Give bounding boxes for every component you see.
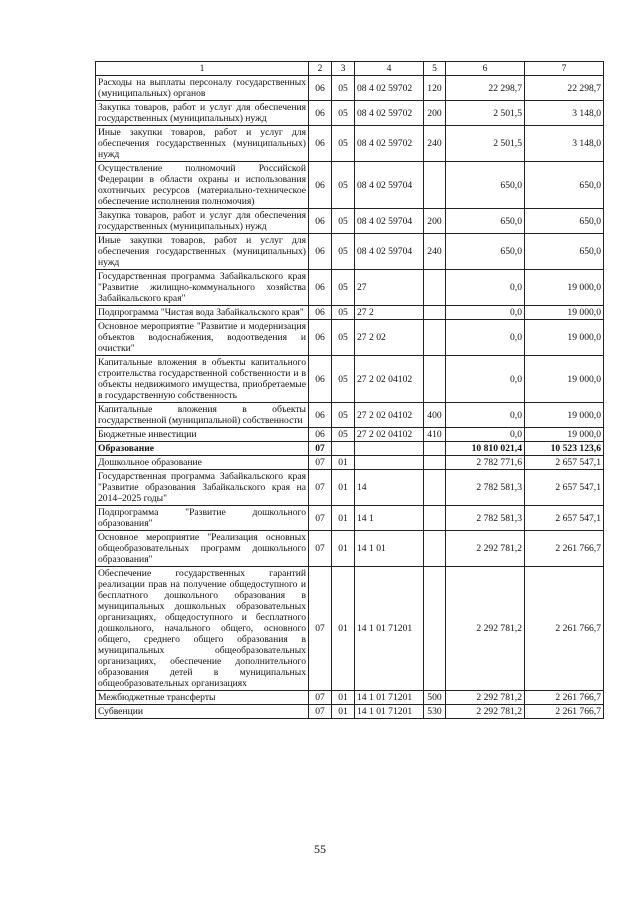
cell-target-article: 27 2 02 04102 <box>355 403 424 428</box>
cell-section: 06 <box>309 209 332 234</box>
cell-name: Основное мероприятие "Реализация основных общеобразовательных программ дошкольного образования" <box>96 531 309 567</box>
cell-name: Обеспечение государственных гарантий реализации прав на получение общедоступного и бесплатного дошкольного образования в муниципальных дошкольных образовательных организациях, общедоступного и бесплатного дошкольного, начального общего, основного общего, среднего общего образования в муниципальных общеобразовательных организациях, обеспечение дополнительного образования детей в муниципальных общеобразовательных организациях <box>96 567 309 691</box>
cell-sum-year2: 2 261 766,7 <box>525 705 604 719</box>
cell-subsection: 05 <box>332 162 355 209</box>
header-cell: 5 <box>424 62 446 76</box>
cell-sum-year1: 650,0 <box>446 209 525 234</box>
header-cell: 7 <box>525 62 604 76</box>
cell-section: 06 <box>309 428 332 442</box>
cell-subsection: 05 <box>332 101 355 126</box>
cell-expense-type: 400 <box>424 403 446 428</box>
header-cell: 6 <box>446 62 525 76</box>
cell-expense-type <box>424 306 446 320</box>
cell-sum-year2: 3 148,0 <box>525 126 604 162</box>
cell-sum-year2: 19 000,0 <box>525 320 604 356</box>
cell-sum-year2: 2 657 547,1 <box>525 470 604 506</box>
cell-expense-type: 500 <box>424 691 446 705</box>
cell-section: 06 <box>309 356 332 403</box>
cell-sum-year1: 650,0 <box>446 234 525 270</box>
cell-target-article: 08 4 02 59704 <box>355 234 424 270</box>
cell-sum-year1: 22 298,7 <box>446 76 525 101</box>
cell-expense-type: 240 <box>424 126 446 162</box>
cell-sum-year1: 2 292 781,2 <box>446 567 525 691</box>
cell-name: Расходы на выплаты персоналу государственных (муниципальных) органов <box>96 76 309 101</box>
cell-sum-year1: 0,0 <box>446 320 525 356</box>
cell-section: 06 <box>309 234 332 270</box>
cell-target-article: 27 2 02 <box>355 320 424 356</box>
cell-sum-year1: 2 292 781,2 <box>446 705 525 719</box>
cell-section: 06 <box>309 126 332 162</box>
cell-name: Осуществление полномочий Российской Федерации в области охраны и использования охотничьих ресурсов (материально-техническое обеспечение исполнения полномочия) <box>96 162 309 209</box>
cell-sum-year1: 650,0 <box>446 162 525 209</box>
cell-subsection: 01 <box>332 531 355 567</box>
cell-target-article: 08 4 02 59702 <box>355 76 424 101</box>
cell-subsection: 01 <box>332 705 355 719</box>
table-row <box>96 320 604 356</box>
cell-section: 06 <box>309 101 332 126</box>
cell-expense-type <box>424 506 446 531</box>
cell-expense-type <box>424 456 446 470</box>
cell-subsection: 01 <box>332 506 355 531</box>
cell-name: Капитальные вложения в объекты государственной (муниципальной) собственности <box>96 403 309 428</box>
cell-sum-year2: 2 261 766,7 <box>525 691 604 705</box>
cell-target-article: 14 1 <box>355 506 424 531</box>
cell-subsection: 05 <box>332 356 355 403</box>
table-header-row <box>96 62 604 76</box>
cell-sum-year2: 650,0 <box>525 209 604 234</box>
cell-expense-type: 200 <box>424 209 446 234</box>
cell-section: 07 <box>309 691 332 705</box>
cell-target-article: 08 4 02 59702 <box>355 126 424 162</box>
cell-subsection: 05 <box>332 76 355 101</box>
cell-subsection: 01 <box>332 456 355 470</box>
cell-sum-year1: 2 292 781,2 <box>446 531 525 567</box>
header-cell: 3 <box>332 62 355 76</box>
cell-target-article: 14 <box>355 470 424 506</box>
cell-target-article: 27 <box>355 270 424 306</box>
cell-sum-year2: 19 000,0 <box>525 270 604 306</box>
cell-section: 06 <box>309 403 332 428</box>
cell-expense-type <box>424 270 446 306</box>
cell-section: 06 <box>309 306 332 320</box>
cell-subsection: 05 <box>332 234 355 270</box>
cell-target-article <box>355 442 424 456</box>
cell-subsection: 05 <box>332 403 355 428</box>
cell-sum-year2: 19 000,0 <box>525 428 604 442</box>
cell-sum-year2: 2 261 766,7 <box>525 531 604 567</box>
cell-name: Иные закупки товаров, работ и услуг для обеспечения государственных (муниципальных) нужд <box>96 126 309 162</box>
header-cell: 2 <box>309 62 332 76</box>
table-row <box>96 126 604 162</box>
cell-section: 07 <box>309 442 332 456</box>
cell-name: Закупка товаров, работ и услуг для обеспечения государственных (муниципальных) нужд <box>96 209 309 234</box>
cell-subsection: 05 <box>332 428 355 442</box>
cell-target-article: 14 1 01 71201 <box>355 567 424 691</box>
table-row <box>96 428 604 442</box>
table-row <box>96 209 604 234</box>
cell-name: Бюджетные инвестиции <box>96 428 309 442</box>
header-cell: 1 <box>96 62 309 76</box>
cell-expense-type: 120 <box>424 76 446 101</box>
cell-section: 07 <box>309 705 332 719</box>
cell-expense-type <box>424 356 446 403</box>
cell-target-article: 08 4 02 59704 <box>355 209 424 234</box>
cell-expense-type <box>424 442 446 456</box>
table-row <box>96 531 604 567</box>
cell-sum-year1: 0,0 <box>446 403 525 428</box>
cell-sum-year2: 22 298,7 <box>525 76 604 101</box>
table-row <box>96 270 604 306</box>
cell-name: Государственная программа Забайкальского края "Развитие жилищно-коммунального хозяйства Забайкальского края" <box>96 270 309 306</box>
table-row <box>96 691 604 705</box>
cell-subsection: 05 <box>332 270 355 306</box>
cell-name: Капитальные вложения в объекты капитального строительства государственной собственности и в объекты недвижимого имущества, приобретаемые в государственную собственность <box>96 356 309 403</box>
cell-sum-year2: 10 523 123,6 <box>525 442 604 456</box>
cell-section: 06 <box>309 270 332 306</box>
cell-expense-type <box>424 162 446 209</box>
cell-sum-year1: 2 501,5 <box>446 101 525 126</box>
cell-sum-year2: 2 657 547,1 <box>525 456 604 470</box>
cell-sum-year1: 2 782 771,6 <box>446 456 525 470</box>
table-row <box>96 456 604 470</box>
cell-expense-type <box>424 320 446 356</box>
cell-subsection: 01 <box>332 567 355 691</box>
cell-target-article: 14 1 01 71201 <box>355 705 424 719</box>
table-row <box>96 101 604 126</box>
table-row <box>96 506 604 531</box>
cell-sum-year2: 2 657 547,1 <box>525 506 604 531</box>
table-row <box>96 76 604 101</box>
cell-sum-year1: 0,0 <box>446 270 525 306</box>
cell-subsection: 05 <box>332 306 355 320</box>
cell-name: Основное мероприятие "Развитие и модернизация объектов водоснабжения, водоотведения и очистки" <box>96 320 309 356</box>
cell-name: Межбюджетные трансферты <box>96 691 309 705</box>
cell-subsection <box>332 442 355 456</box>
table-row <box>96 567 604 691</box>
cell-expense-type: 530 <box>424 705 446 719</box>
cell-name: Подпрограмма "Чистая вода Забайкальского края" <box>96 306 309 320</box>
table-row <box>96 705 604 719</box>
header-cell: 4 <box>355 62 424 76</box>
cell-target-article: 14 1 01 <box>355 531 424 567</box>
cell-subsection: 05 <box>332 209 355 234</box>
cell-expense-type: 410 <box>424 428 446 442</box>
table-row <box>96 162 604 209</box>
cell-name: Субвенции <box>96 705 309 719</box>
cell-expense-type: 240 <box>424 234 446 270</box>
cell-sum-year1: 0,0 <box>446 356 525 403</box>
cell-sum-year1: 2 782 581,3 <box>446 470 525 506</box>
page-number: 55 <box>314 842 326 856</box>
cell-target-article: 27 2 02 04102 <box>355 356 424 403</box>
cell-target-article <box>355 456 424 470</box>
cell-sum-year2: 3 148,0 <box>525 101 604 126</box>
cell-target-article: 08 4 02 59702 <box>355 101 424 126</box>
cell-section: 07 <box>309 456 332 470</box>
table-row <box>96 234 604 270</box>
table-row <box>96 356 604 403</box>
cell-sum-year2: 19 000,0 <box>525 306 604 320</box>
cell-expense-type <box>424 470 446 506</box>
cell-target-article: 27 2 02 04102 <box>355 428 424 442</box>
cell-sum-year1: 0,0 <box>446 428 525 442</box>
cell-section: 07 <box>309 567 332 691</box>
cell-sum-year2: 650,0 <box>525 234 604 270</box>
cell-subsection: 05 <box>332 320 355 356</box>
cell-section: 07 <box>309 470 332 506</box>
table-row <box>96 306 604 320</box>
cell-expense-type: 200 <box>424 101 446 126</box>
cell-expense-type <box>424 567 446 691</box>
budget-table <box>95 61 604 719</box>
cell-section: 06 <box>309 320 332 356</box>
table-row <box>96 403 604 428</box>
cell-name: Подпрограмма "Развитие дошкольного образования" <box>96 506 309 531</box>
cell-sum-year1: 2 292 781,2 <box>446 691 525 705</box>
cell-sum-year2: 19 000,0 <box>525 403 604 428</box>
cell-sum-year1: 2 501,5 <box>446 126 525 162</box>
cell-name: Образование <box>96 442 309 456</box>
cell-name: Иные закупки товаров, работ и услуг для обеспечения государственных (муниципальных) нужд <box>96 234 309 270</box>
cell-section: 06 <box>309 76 332 101</box>
cell-name: Дошкольное образование <box>96 456 309 470</box>
cell-sum-year1: 0,0 <box>446 306 525 320</box>
cell-sum-year2: 650,0 <box>525 162 604 209</box>
cell-name: Государственная программа Забайкальского края "Развитие образования Забайкальского края на 2014–2025 годы" <box>96 470 309 506</box>
cell-section: 07 <box>309 506 332 531</box>
cell-subsection: 01 <box>332 470 355 506</box>
cell-target-article: 27 2 <box>355 306 424 320</box>
cell-sum-year2: 19 000,0 <box>525 356 604 403</box>
cell-sum-year1: 2 782 581,3 <box>446 506 525 531</box>
cell-target-article: 14 1 01 71201 <box>355 691 424 705</box>
cell-sum-year2: 2 261 766,7 <box>525 567 604 691</box>
cell-subsection: 05 <box>332 126 355 162</box>
table-row <box>96 470 604 506</box>
cell-target-article: 08 4 02 59704 <box>355 162 424 209</box>
cell-sum-year1: 10 810 021,4 <box>446 442 525 456</box>
cell-section: 07 <box>309 531 332 567</box>
cell-expense-type <box>424 531 446 567</box>
cell-subsection: 01 <box>332 691 355 705</box>
cell-section: 06 <box>309 162 332 209</box>
cell-name: Закупка товаров, работ и услуг для обеспечения государственных (муниципальных) нужд <box>96 101 309 126</box>
table-row <box>96 442 604 456</box>
